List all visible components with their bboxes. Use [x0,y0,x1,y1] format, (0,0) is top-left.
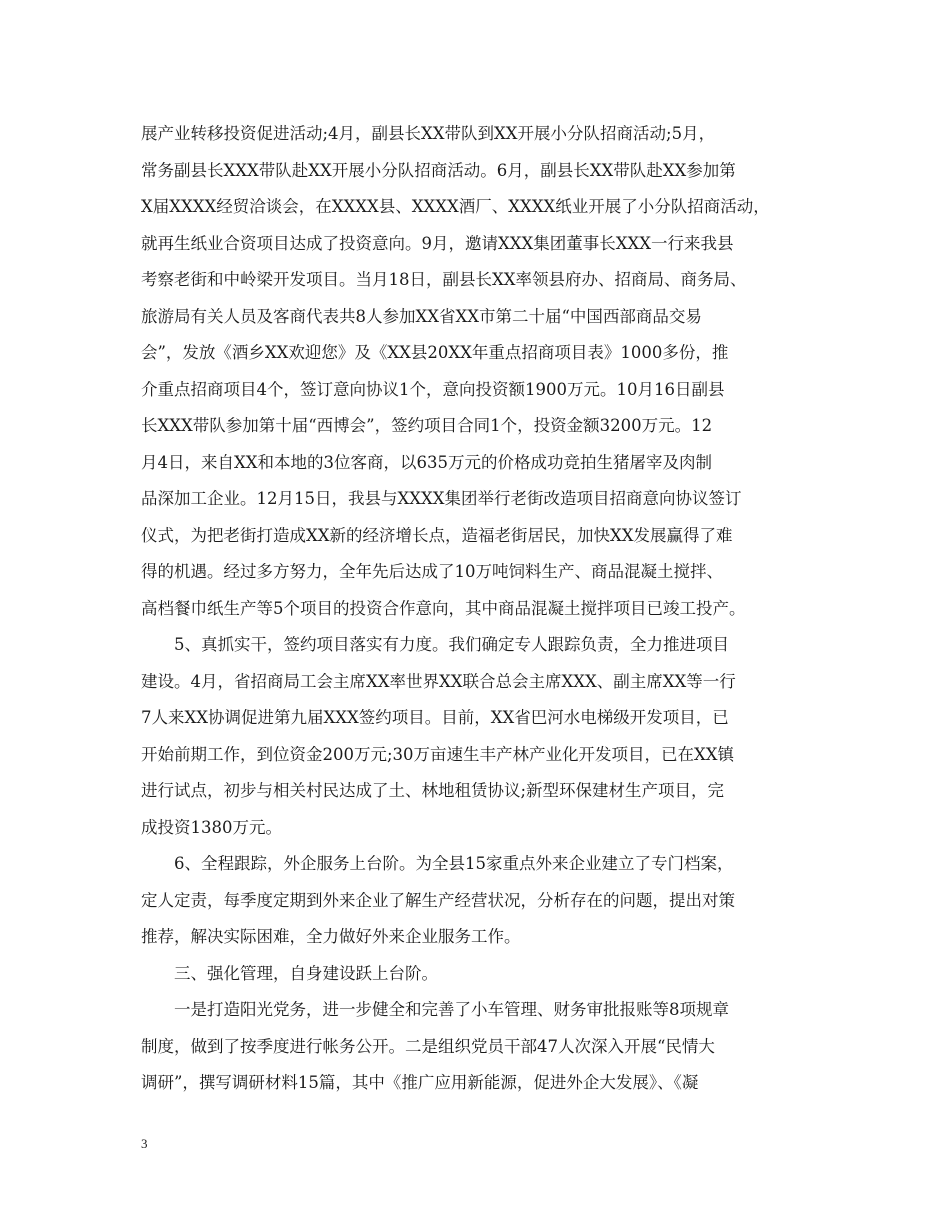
text-line: 品深加工企业。12月15日，我县与XXXX集团举行老街改造项目招商意向协议签订 [141,489,742,508]
text-line: 高档餐巾纸生产等5个项目的投资合作意向，其中商品混凝土搅拌项目已竣工投产。 [141,599,746,618]
text-line: 得的机遇。经过多方努力，全年先后达成了10万吨饲料生产、商品混凝土搅拌、 [141,562,723,581]
text-line: X届XXXX经贸洽谈会，在XXXX县、XXXX酒厂、XXXX纸业开展了小分队招商活动， [141,197,770,216]
text-line: 制度，做到了按季度进行帐务公开。二是组织党员干部47人次深入开展“民情大 [141,1037,715,1056]
text-line: 5、真抓实干，签约项目落实有力度。我们确定专人跟踪负责，全力推进项目 [174,635,729,654]
text-line: 考察老街和中岭梁开发项目。当月18日，副县长XX率领县府办、招商局、商务局、 [141,270,747,289]
text-line: 介重点招商项目4个，签订意向协议1个，意向投资额1900万元。10月16日副县 [141,380,725,399]
text-line: 会”，发放《酒乡XX欢迎您》及《XX县20XX年重点招商项目表》1000多份，推 [141,343,729,362]
text-line: 成投资1380万元。 [141,818,282,837]
text-line: 7人来XX协调促进第九届XXX签约项目。目前，XX省巴河水电梯级开发项目，已 [141,708,729,727]
text-line: 三、强化管理，自身建设跃上台阶。 [174,964,438,983]
text-line: 展产业转移投资促进活动;4月，副县长XX带队到XX开展小分队招商活动;5月， [141,124,716,143]
text-line: 定人定责，每季度定期到外来企业了解生产经营状况，分析存在的问题，提出对策 [141,891,735,910]
text-line: 月4日，来自XX和本地的3位客商，以635万元的价格成功竞拍生猪屠宰及肉制 [141,453,712,472]
text-line: 进行试点，初步与相关村民达成了土、林地租赁协议;新型环保建材生产项目，完 [141,781,725,800]
text-line: 仪式，为把老街打造成XX新的经济增长点，造福老街居民，加快XX发展赢得了难 [141,526,733,545]
text-line: 旅游局有关人员及客商代表共8人参加XX省XX市第二十届“中国西部商品交易 [141,307,702,326]
text-line: 一是打造阳光党务，进一步健全和完善了小车管理、财务审批报账等8项规章 [174,1000,729,1019]
text-line: 推荐，解决实际困难，全力做好外来企业服务工作。 [141,927,521,946]
text-line: 6、全程跟踪，外企服务上台阶。为全县15家重点外来企业建立了专门档案， [174,854,734,873]
page-number: 3 [141,1136,148,1151]
text-line: 常务副县长XXX带队赴XX开展小分队招商活动。6月，副县长XX带队赴XX参加第 [141,161,736,180]
text-line: 就再生纸业合资项目达成了投资意向。9月，邀请XXX集团董事长XXX一行来我县 [141,234,734,253]
text-line: 开始前期工作，到位资金200万元;30万亩速生丰产林产业化开发项目，已在XX镇 [141,745,735,764]
text-line: 长XXX带队参加第十届“西博会”，签约项目合同1个，投资金额3200万元。12 [141,416,713,435]
text-line: 建设。4月，省招商局工会主席XX率世界XX联合总会主席XXX、副主席XX等一行 [141,672,736,691]
text-line: 调研”，撰写调研材料15篇，其中《推广应用新能源，促进外企大发展》、《凝 [141,1073,699,1092]
